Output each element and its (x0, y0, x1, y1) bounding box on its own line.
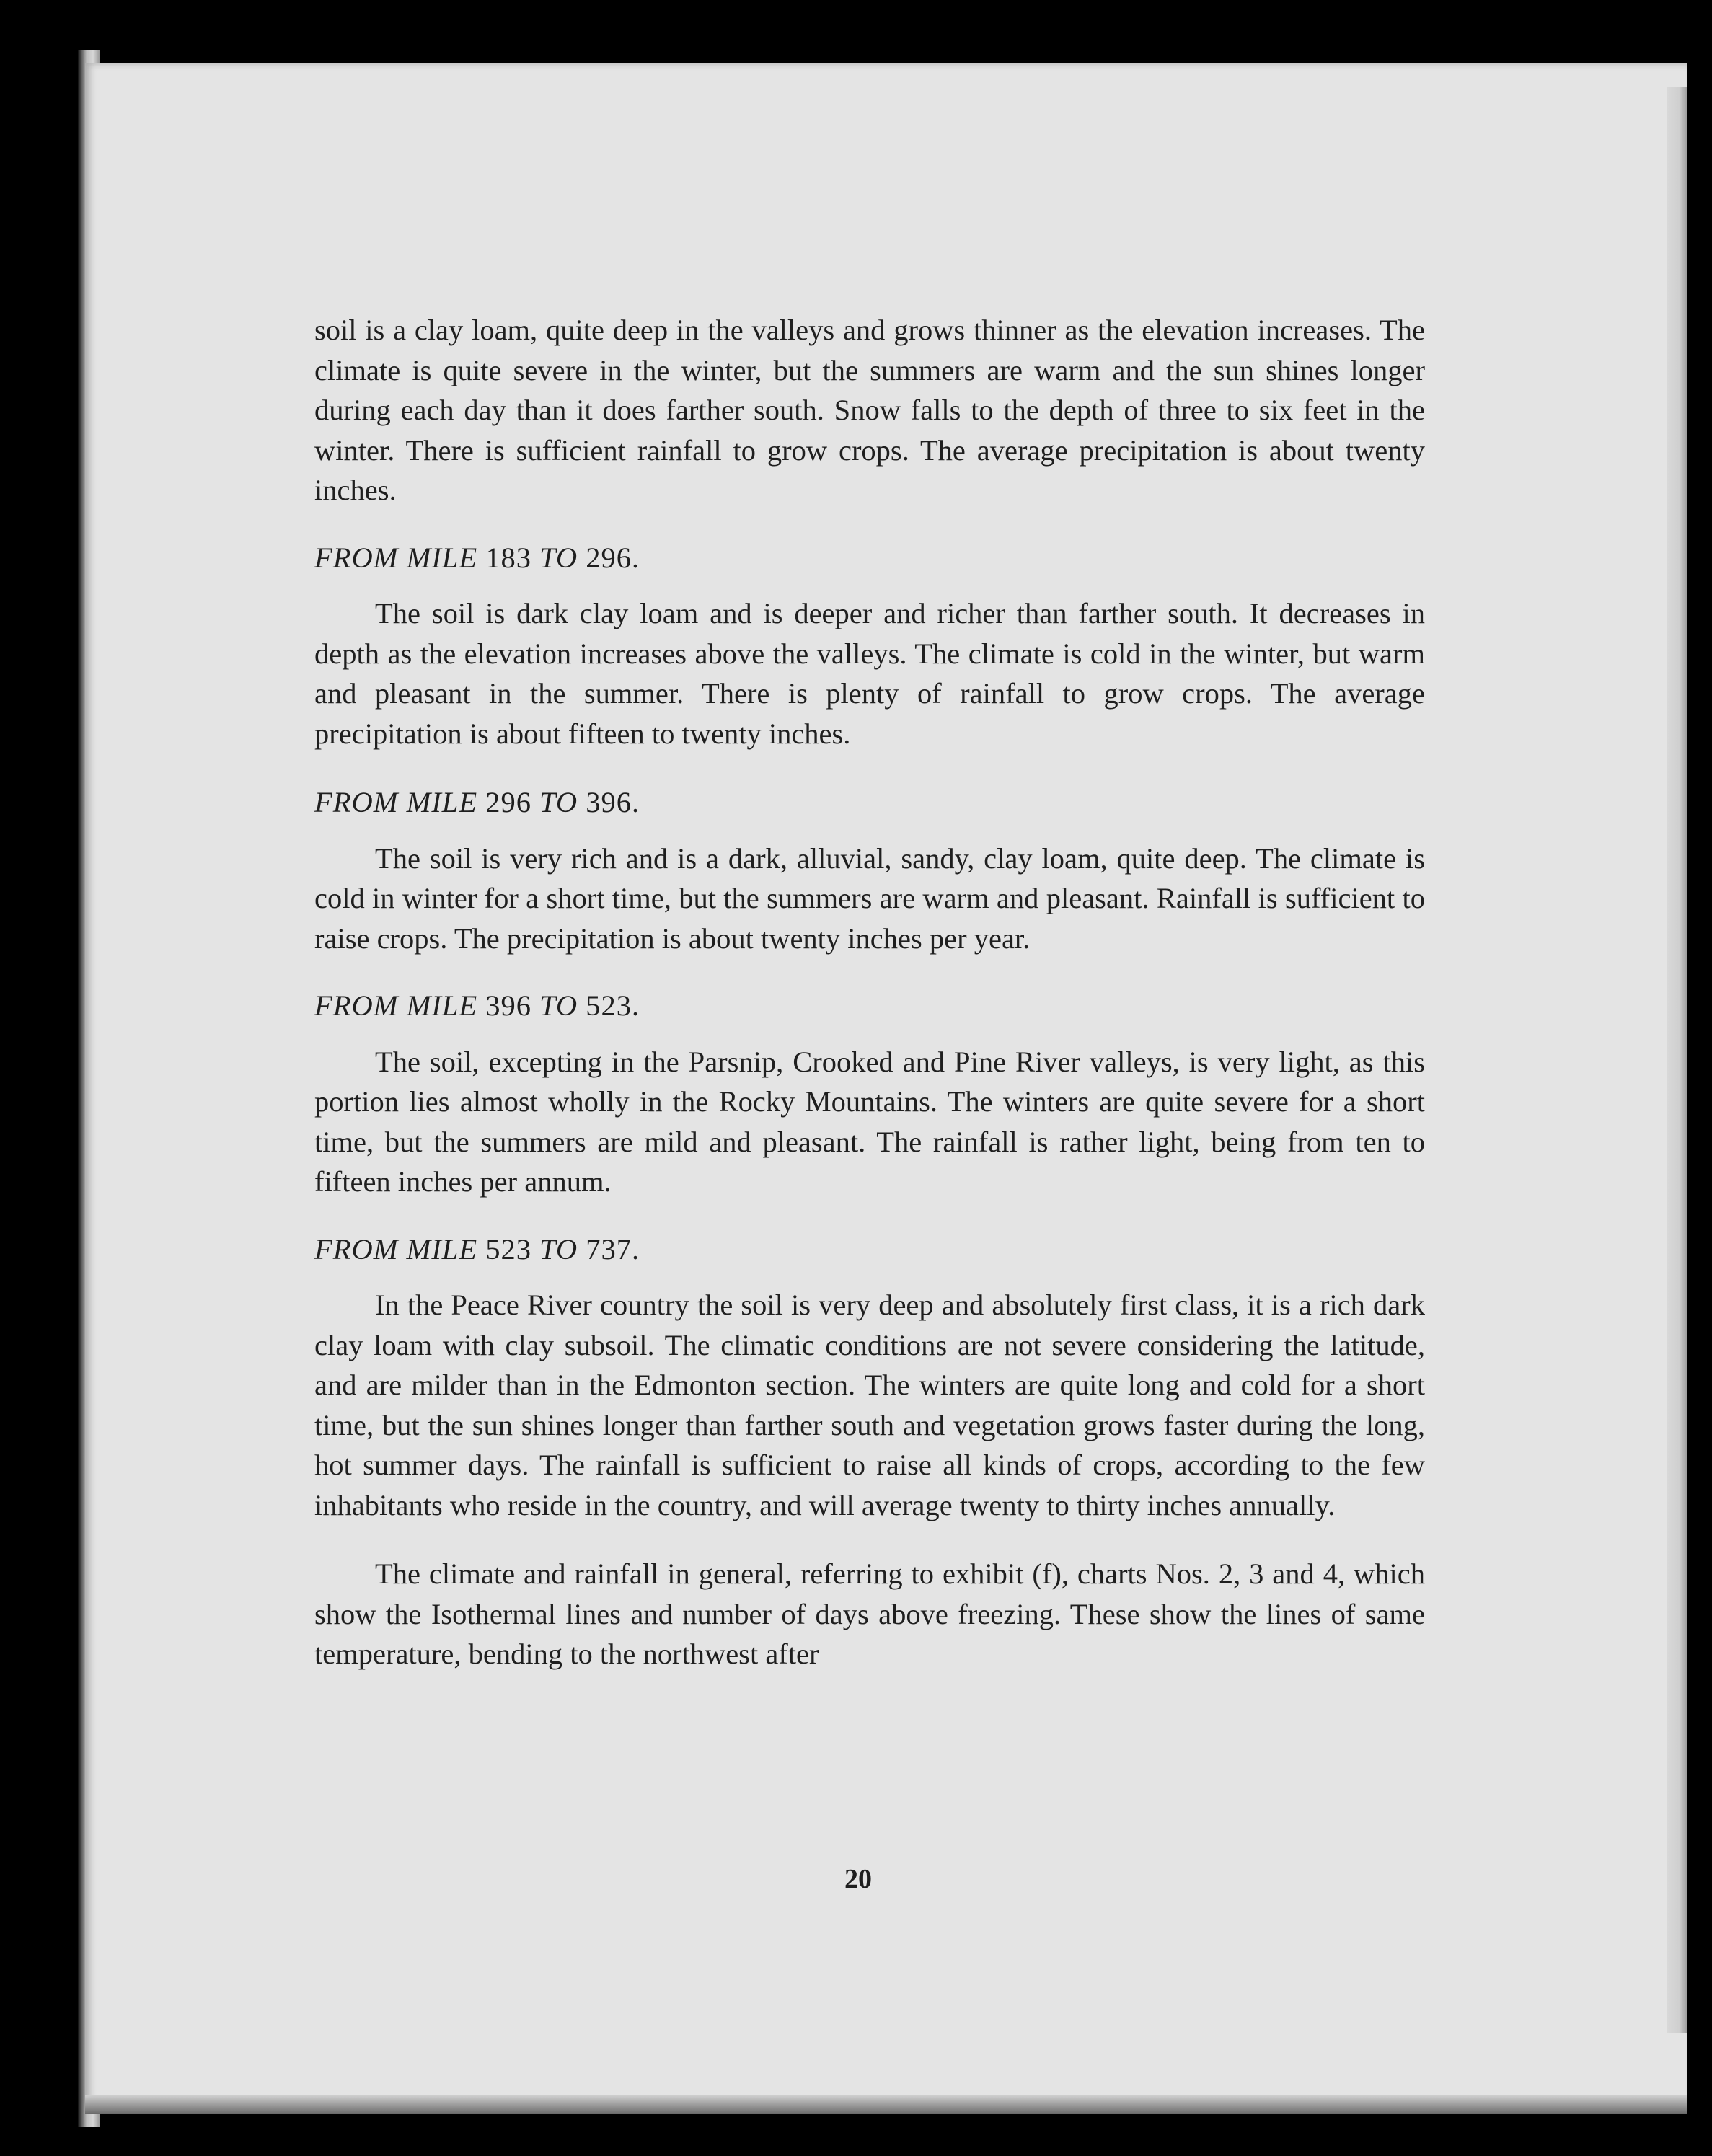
page-number: 20 (844, 1864, 872, 1894)
heading-from-mile: 183 (485, 541, 531, 574)
heading-to-word: TO (539, 786, 578, 818)
heading-prefix: FROM MILE (314, 1232, 478, 1265)
heading-prefix: FROM MILE (314, 786, 478, 818)
closing-paragraph: The climate and rainfall in general, referring to exhibit (f), charts Nos. 2, 3 and 4, which show the Isothermal lines and number of days above freezing. These show the lines of same temperature, bending to the northwest after (314, 1558, 1425, 1670)
page-right-edge (1667, 87, 1687, 2033)
heading-to-word: TO (539, 541, 578, 574)
section-heading-1 (314, 538, 1425, 578)
section-body-1: The soil is dark clay loam and is deeper and richer than farther south. It decreases in depth as the elevation increases above the valleys. The climate is cold in the winter, but warm and pleasant in the summer. There is plenty of rainfall to grow crops. The average precipitation is about fifteen to twenty inches. (314, 597, 1425, 750)
heading-to-word: TO (539, 989, 578, 1022)
section-heading-3 (314, 986, 1425, 1026)
section-body-2: The soil is very rich and is a dark, alluvial, sandy, clay loam, quite deep. The climate is cold in winter for a short time, but the summers are warm and pleasant. Rainfall is sufficient to raise crops. The precipitation is about twenty inches per year. (314, 841, 1425, 955)
heading-to-mile: 523. (586, 989, 640, 1022)
section-heading-2 (314, 782, 1425, 823)
page-text-block (314, 310, 1425, 1674)
section-body-3: The soil, excepting in the Parsnip, Crooked and Pine River valleys, is very light, as this portion lies almost wholly in the Rocky Mountains. The winters are quite severe for a short time, but the summers are mild and pleasant. The rainfall is rather light, being from ten to fifteen inches per annum. (314, 1045, 1425, 1198)
intro-paragraph: soil is a clay loam, quite deep in the valleys and grows thinner as the elevation increases. The climate is quite severe in the winter, but the summers are warm and the sun shines longer during each day than it does farther south. Snow falls to the depth of three to six feet in the winter. There is sufficient rainfall to grow crops. The average precipitation is about twenty inches. (314, 314, 1425, 506)
heading-prefix: FROM MILE (314, 541, 478, 574)
heading-prefix: FROM MILE (314, 989, 478, 1022)
heading-from-mile: 396 (485, 989, 531, 1022)
heading-to-word: TO (539, 1232, 578, 1265)
heading-from-mile: 296 (485, 786, 531, 818)
heading-to-mile: 737. (586, 1232, 640, 1265)
section-heading-4 (314, 1229, 1425, 1270)
heading-to-mile: 396. (586, 786, 640, 818)
section-body-4: In the Peace River country the soil is very deep and absolutely first class, it is a rich dark clay loam with clay subsoil. The climatic conditions are not severe considering the latitude, and are milder than in the Edmonton section. The winters are quite long and cold for a short time, but the sun shines longer than farther south and vegetation grows faster during the long, hot summer days. The rainfall is sufficient to raise all kinds of crops, according to the few inhabitants who reside in the country, and will average twenty to thirty inches annually. (314, 1289, 1425, 1521)
heading-from-mile: 523 (485, 1232, 531, 1265)
heading-to-mile: 296. (586, 541, 640, 574)
page-bottom-edge (85, 2095, 1687, 2114)
